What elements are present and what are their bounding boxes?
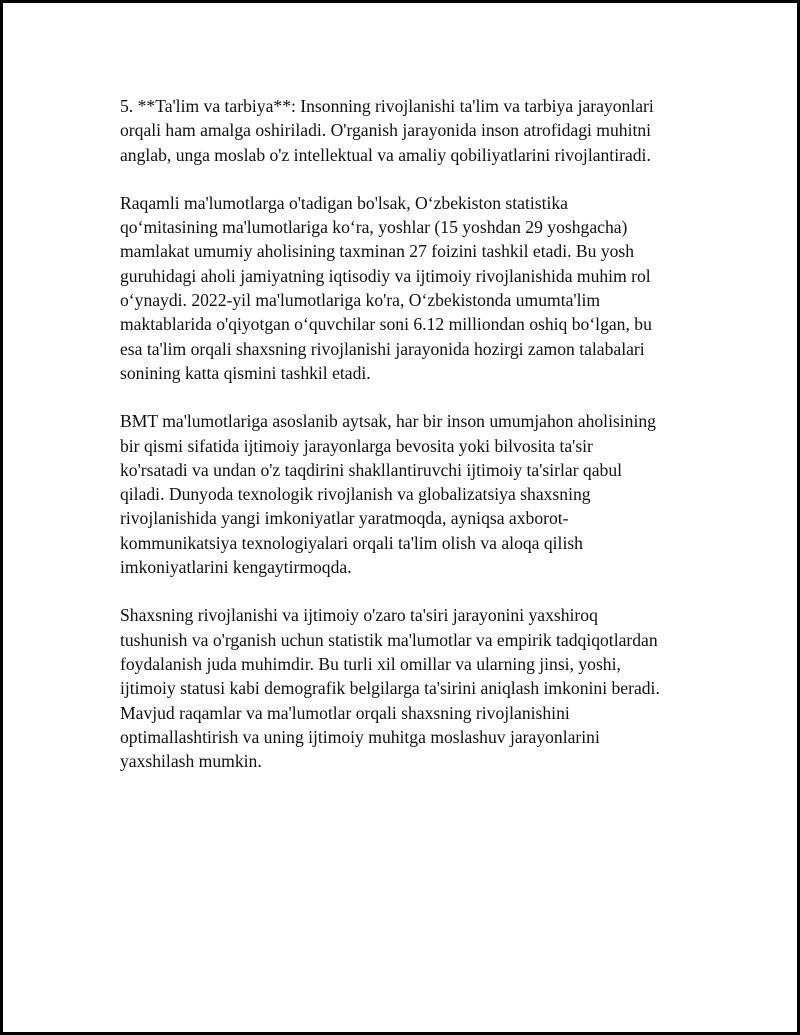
paragraph-un-data: BMT ma'lumotlariga asoslanib aytsak, har bir inson umumjahon aholisining bir qismi sifatida ijtimoiy jarayonlarga bevosita yoki bilvosita ta'sir ko'rsatadi va undan o'z taqdirini shakllantiruvchi ijtimoiy ta'sirlar qabul qiladi. Dunyoda texnologik rivojlanish va globalizatsiya shaxsning rivojlanishida yangi imkoniyatlar yaratmoqda, ayniqsa axborot- kommunikatsiya texnologiyalari orqali ta'lim olish va aloqa qilish imkoniyatlarini kengaytirmoqda. — [120, 411, 656, 578]
paragraph-education: 5. **Ta'lim va tarbiya**: Insonning rivojlanishi ta'lim va tarbiya jarayonlari orqali ham amalga oshiriladi. O'rganish jarayonida inson atrofidagi muhitni anglab, unga moslab o'z intellektual va amaliy qobiliyatlarini rivojlantiradi. — [120, 96, 654, 165]
paragraph-statistics: Raqamli ma'lumotlarga o'tadigan bo'lsak, O‘zbekiston statistika qo‘mitasining ma'lumotlariga ko‘ra, yoshlar (15 yoshdan 29 yoshgacha) mamlakat umumiy aholisining taxminan 27 foizini tashkil etadi. Bu yosh guruhidagi aholi jamiyatning iqtisodiy va ijtimoiy rivojlanishida muhim rol o‘ynaydi. 2022-yil ma'lumotlariga ko'ra, O‘zbekistonda umumta'lim maktablarida o'qiyotgan o‘quvchilar soni 6.12 milliondan oshiq bo‘lgan, bu esa ta'lim orqali shaxsning rivojlanishi jarayonida hozirgi zamon talabalari sonining katta qismini tashkil etadi. — [120, 192, 652, 383]
paragraph-research: Shaxsning rivojlanishi va ijtimoiy o'zaro ta'siri jarayonini yaxshiroq tushunish va o'rganish uchun statistik ma'lumotlar va empirik tadqiqotlardan foydalanish juda muhimdir. Bu turli xil omillar va ularning jinsi, yoshi, ijtimoiy statusi kabi demografik belgilarga ta'sirini aniqlash imkonini beradi. Mavjud raqamlar va ma'lumotlar orqali shaxsning rivojlanishini optimallashtirish va uning ijtimoiy muhitga moslashuv jarayonlarini yaxshilash mumkin. — [120, 605, 660, 772]
document-body — [120, 94, 695, 797]
